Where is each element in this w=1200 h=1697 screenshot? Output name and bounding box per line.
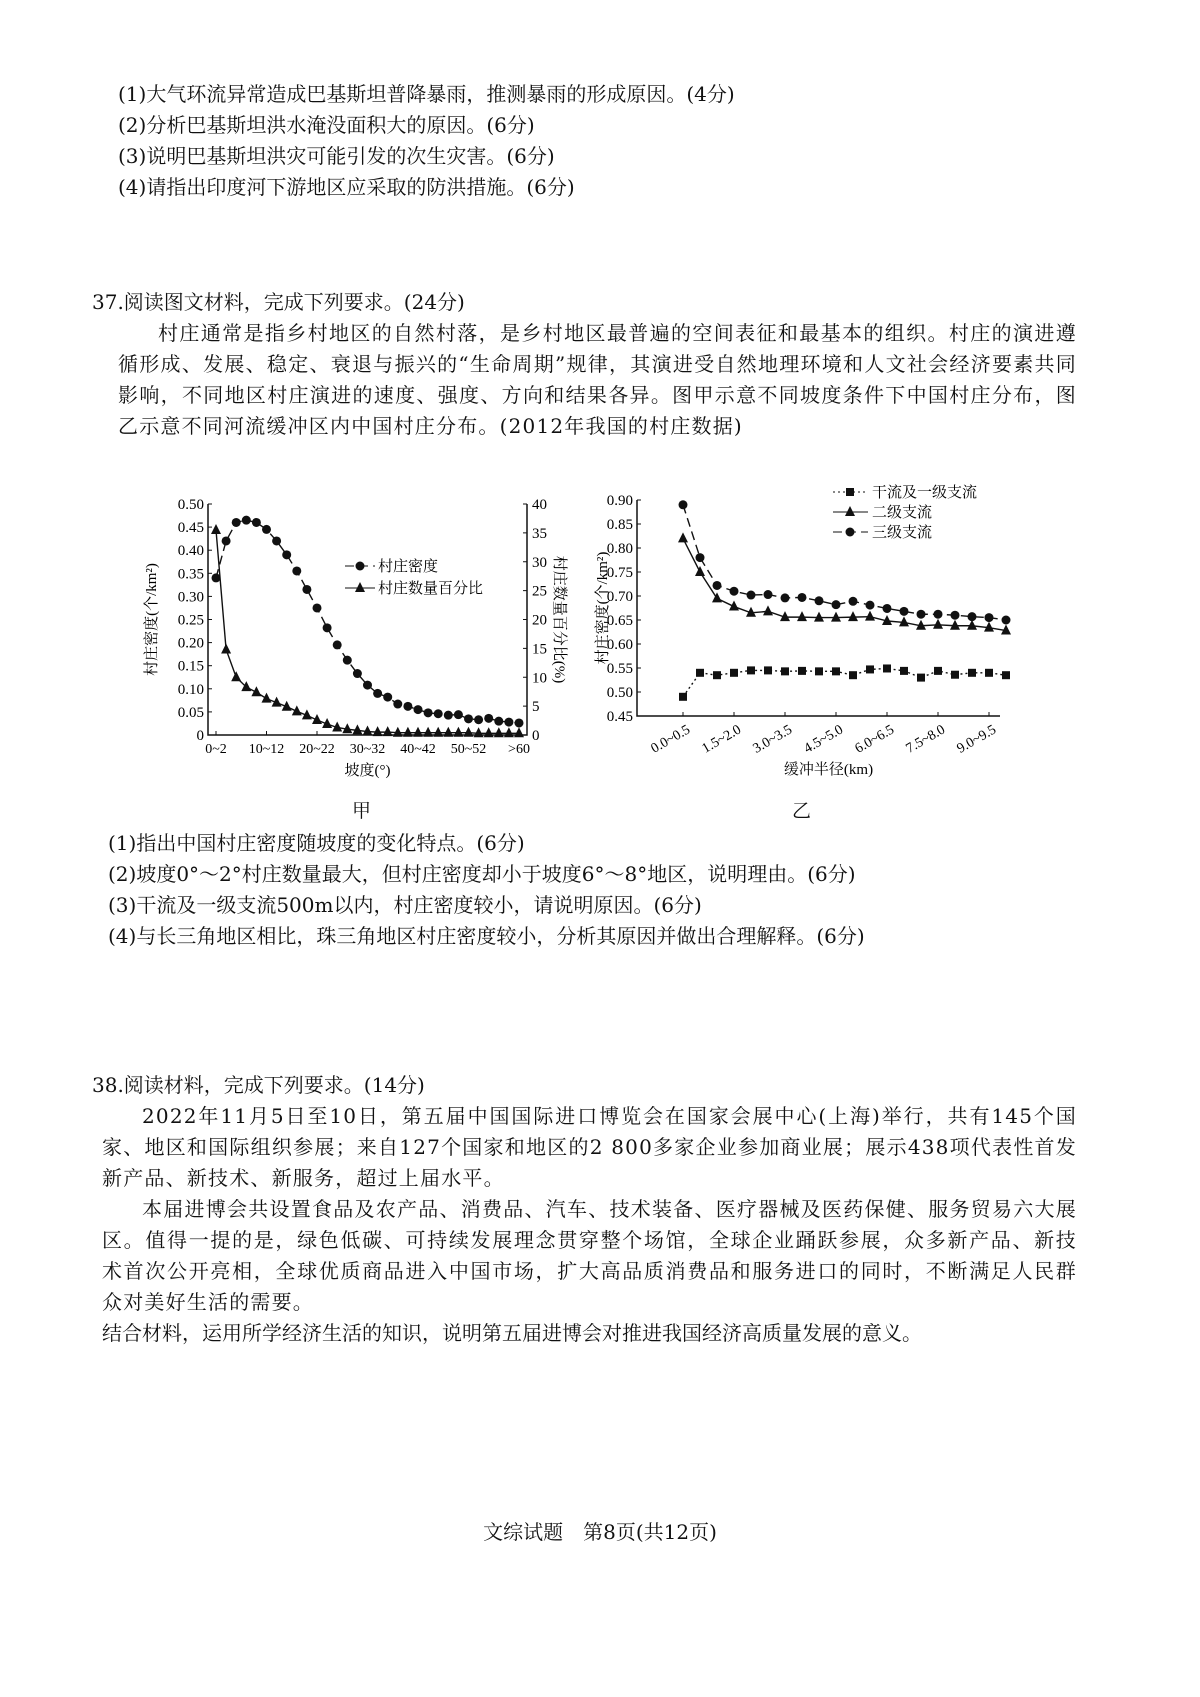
x-tick-label: 30~32 (349, 742, 386, 757)
data-point-1 (504, 727, 514, 737)
y-axis-label: 村庄密度(个/km²) (144, 563, 160, 676)
data-point-1 (950, 620, 960, 630)
data-point-0 (424, 708, 433, 717)
x-tick-label: 9.0~9.5 (954, 722, 999, 757)
data-point-1 (814, 612, 824, 622)
x-tick-label: 7.5~8.0 (903, 722, 948, 757)
y-tick-label: 0.65 (606, 613, 633, 629)
data-point-0 (747, 666, 755, 674)
data-point-2 (679, 500, 688, 509)
y-tick-label: 0.20 (177, 635, 204, 652)
q36-item-1: (1)大气环流异常造成巴基斯坦普降暴雨，推测暴雨的形成原因。(4分) (118, 82, 735, 106)
page-footer: 文综试题 第8页(共12页) (483, 1520, 717, 1544)
x-tick-label: 4.5~5.0 (801, 722, 846, 757)
x-tick-label: 3.0~3.5 (750, 722, 795, 757)
data-point-1 (695, 566, 705, 576)
data-point-1 (393, 727, 403, 737)
chart-jia-caption: 甲 (352, 800, 372, 822)
y-tick-label: 0.80 (606, 541, 633, 557)
data-point-0 (900, 667, 908, 675)
chart-jia-axes (208, 504, 527, 735)
q36-item-4: (4)请指出印度河下游地区应采取的防洪措施。(6分) (118, 175, 575, 199)
data-point-2 (713, 581, 722, 590)
series-line-2 (683, 505, 1006, 620)
data-point-1 (763, 605, 773, 615)
y-tick-label: 0.50 (177, 497, 204, 513)
y-tick-label: 0.75 (606, 565, 633, 581)
data-point-0 (373, 689, 382, 698)
data-point-1 (403, 727, 413, 737)
data-point-0 (302, 585, 311, 594)
data-point-2 (968, 612, 977, 621)
y-tick-label: 0.45 (606, 709, 633, 725)
legend-label-1: 二级支流 (872, 505, 933, 521)
legend-marker-0 (356, 562, 365, 571)
y-tick-label: 0.70 (606, 589, 633, 605)
x-tick-label: 6.0~6.5 (852, 722, 897, 757)
legend-marker-0 (846, 488, 854, 496)
legend-marker-1 (845, 506, 855, 516)
data-point-2 (985, 613, 994, 622)
data-point-2 (815, 596, 824, 605)
data-point-1 (474, 727, 484, 737)
data-point-0 (444, 711, 453, 720)
q37-title: 37.阅读图文材料，完成下列要求。(24分) (92, 290, 465, 314)
series-line-1 (216, 530, 519, 733)
data-point-0 (484, 714, 493, 723)
data-point-1 (221, 644, 231, 654)
y-right-tick-label: 0 (532, 728, 540, 744)
data-point-1 (262, 693, 272, 703)
q38-paragraph-2: 本届进博会共设置食品及农产品、消费品、汽车、技术装备、医疗器械及医药保健、服务贸易六大展区。值得一提的是，绿色低碳、可持续发展理念贯穿整个场馆，全球企业踊跃参展，众多新产品、新技术首次公开亮相，全球优质商品进入中国市场，扩大高品质消费品和服务进口的同时，不断满足人民群众对美好生活的需要。 (102, 1197, 1077, 1314)
y-right-tick-label: 35 (532, 525, 547, 542)
data-point-0 (798, 667, 806, 675)
data-point-2 (696, 553, 705, 562)
q36-item-2: (2)分析巴基斯坦洪水淹没面积大的原因。(6分) (118, 113, 535, 137)
y-tick-label: 0.40 (177, 543, 204, 560)
data-point-1 (967, 620, 977, 630)
x-tick-label: 50~52 (450, 742, 487, 757)
q38-question: 结合材料，运用所学经济生活的知识，说明第五届进博会对推进我国经济高质量发展的意义。 (102, 1321, 922, 1345)
data-point-1 (899, 616, 909, 626)
q37 (92, 287, 1077, 442)
legend-label-2: 三级支流 (872, 525, 933, 541)
data-point-1 (433, 727, 443, 737)
data-point-2 (951, 611, 960, 620)
legend-marker-2 (846, 528, 855, 537)
data-point-1 (848, 611, 858, 621)
data-point-1 (865, 611, 875, 621)
data-point-0 (917, 674, 925, 682)
data-point-0 (222, 536, 231, 545)
data-point-2 (934, 610, 943, 619)
data-point-0 (849, 671, 857, 679)
y-tick-label: 0.15 (177, 658, 204, 675)
y-right-tick-label: 10 (532, 670, 547, 687)
data-point-0 (252, 518, 261, 527)
y-right-tick-label: 20 (532, 612, 547, 629)
data-point-0 (333, 640, 342, 649)
data-point-0 (1002, 671, 1010, 679)
x-tick-label: >60 (508, 742, 530, 757)
data-point-2 (747, 591, 756, 600)
data-point-2 (730, 587, 739, 596)
data-point-1 (678, 532, 688, 542)
data-point-2 (883, 604, 892, 613)
q37-item-4: (4)与长三角地区相比，珠三角地区村庄密度较小，分析其原因并做出合理解释。(6分) (108, 924, 865, 948)
data-point-0 (951, 671, 959, 679)
data-point-1 (413, 727, 423, 737)
legend-label-1: 村庄数量百分比 (378, 581, 484, 597)
x-tick-label: 10~12 (248, 742, 285, 757)
q37-subquestions (108, 828, 1068, 952)
data-point-0 (730, 669, 738, 677)
data-point-0 (434, 709, 443, 718)
y-tick-label: 0.10 (177, 681, 204, 698)
data-point-0 (696, 669, 704, 677)
data-point-0 (713, 671, 721, 679)
data-point-0 (464, 714, 473, 723)
q38-title: 38.阅读材料，完成下列要求。(14分) (92, 1073, 425, 1097)
data-point-0 (494, 717, 503, 726)
y-tick-label: 0.30 (177, 589, 204, 606)
data-point-0 (504, 718, 513, 727)
data-point-0 (282, 550, 291, 559)
y-right-tick-label: 25 (532, 583, 547, 600)
data-point-2 (866, 601, 875, 610)
chart-yi-caption: 乙 (792, 800, 812, 822)
data-point-2 (849, 597, 858, 606)
legend-label-0: 干流及一级支流 (872, 485, 978, 501)
data-point-0 (454, 710, 463, 719)
y-tick-label: 0.05 (177, 704, 204, 721)
data-point-1 (453, 727, 463, 737)
data-point-1 (797, 611, 807, 621)
data-point-1 (514, 727, 524, 737)
q38 (92, 1070, 1077, 1349)
y-tick-label: 0.85 (606, 517, 633, 533)
x-tick-label: 1.5~2.0 (699, 722, 744, 757)
y-axis-label: 村庄密度(个/km²) (595, 551, 611, 665)
data-point-1 (383, 726, 393, 736)
y-tick-label: 0.55 (606, 661, 633, 677)
data-point-1 (423, 727, 433, 737)
y-tick-label: 0.50 (606, 685, 633, 701)
y-tick-label: 0.45 (177, 520, 204, 537)
x-tick-label: 0.0~0.5 (648, 722, 693, 757)
data-point-0 (781, 667, 789, 675)
data-point-0 (815, 667, 823, 675)
data-point-1 (231, 671, 241, 681)
q37-paragraph: 村庄通常是指乡村地区的自然村落，是乡村地区最普遍的空间表征和最基本的组织。村庄的演进遵循形成、发展、稳定、衰退与振兴的“生命周期”规律，其演进受自然地理环境和人文社会经济要素共同影响，不同地区村庄演进的速度、强度、方向和结果各异。图甲示意不同坡度条件下中国村庄分布，图乙示意不同河流缓冲区内中国村庄分布。(2012年我国的村庄数据) (118, 321, 1077, 438)
y-right-tick-label: 15 (532, 641, 547, 658)
data-point-0 (343, 656, 352, 665)
data-point-0 (262, 525, 271, 534)
data-point-0 (866, 665, 874, 673)
data-point-2 (900, 607, 909, 616)
data-point-1 (241, 681, 251, 691)
data-point-0 (764, 666, 772, 674)
data-point-0 (323, 623, 332, 632)
data-point-0 (242, 516, 251, 525)
data-point-2 (917, 610, 926, 619)
y-right-axis-label: 村庄数量百分比(%) (551, 555, 567, 684)
q37-item-1: (1)指出中国村庄密度随坡度的变化特点。(6分) (108, 831, 525, 855)
x-tick-label: 40~42 (400, 742, 436, 757)
data-point-0 (313, 603, 322, 612)
data-point-1 (484, 727, 494, 737)
data-point-2 (1002, 616, 1011, 625)
data-point-2 (764, 590, 773, 599)
data-point-0 (679, 693, 687, 701)
data-point-0 (474, 715, 483, 724)
q36-item-3: (3)说明巴基斯坦洪灾可能引发的次生灾害。(6分) (118, 144, 555, 168)
legend-marker-1 (355, 582, 365, 592)
chart-jia (140, 480, 580, 800)
data-point-0 (985, 669, 993, 677)
data-point-2 (798, 593, 807, 602)
data-point-1 (494, 727, 504, 737)
y-right-tick-label: 30 (532, 554, 547, 571)
data-point-1 (373, 726, 383, 736)
y-tick-label: 0.35 (177, 566, 204, 583)
y-tick-label: 0.25 (177, 612, 204, 629)
data-point-0 (883, 664, 891, 672)
data-point-1 (443, 727, 453, 737)
data-point-0 (393, 700, 402, 709)
data-point-0 (832, 667, 840, 675)
q36-subquestions (118, 79, 1078, 203)
data-point-0 (968, 669, 976, 677)
data-point-2 (781, 593, 790, 602)
y-right-tick-label: 5 (532, 699, 540, 716)
data-point-0 (272, 536, 281, 545)
data-point-0 (353, 669, 362, 678)
data-point-1 (464, 727, 474, 737)
x-tick-label: 20~22 (299, 742, 335, 757)
y-tick-label: 0.60 (606, 637, 633, 653)
data-point-0 (414, 705, 423, 714)
data-point-0 (363, 681, 372, 690)
series-line-0 (216, 520, 519, 723)
data-point-1 (933, 619, 943, 629)
x-tick-label: 0~2 (205, 742, 227, 757)
q37-item-2: (2)坡度0°～2°村庄数量最大，但村庄密度却小于坡度6°～8°地区，说明理由。(6分) (108, 862, 856, 886)
y-right-tick-label: 40 (532, 497, 547, 513)
x-axis-label: 缓冲半径(km) (783, 762, 874, 778)
data-point-0 (515, 718, 524, 727)
data-point-2 (832, 600, 841, 609)
data-point-1 (831, 612, 841, 622)
q37-item-3: (3)干流及一级支流500m以内，村庄密度较小，请说明原因。(6分) (108, 893, 702, 917)
q38-paragraph-1: 2022年11月5日至10日，第五届中国国际进口博览会在国家会展中心(上海)举行，共有145个国家、地区和国际组织参展；来自127个国家和地区的2 800多家企业参加商业展；展示438项代表性首发新产品、新技术、新服务，超过上届水平。 (102, 1104, 1077, 1190)
chart-yi (590, 470, 1040, 800)
data-point-0 (934, 667, 942, 675)
data-point-1 (251, 686, 261, 696)
legend-label-0: 村庄密度 (378, 559, 439, 575)
y-tick-label: 0.90 (606, 493, 633, 509)
data-point-1 (211, 524, 221, 534)
data-point-0 (232, 518, 241, 527)
data-point-0 (403, 702, 412, 711)
data-point-0 (383, 693, 392, 702)
y-tick-label: 0 (196, 728, 204, 744)
x-axis-label: 坡度(°) (344, 763, 391, 779)
data-point-0 (292, 566, 301, 575)
